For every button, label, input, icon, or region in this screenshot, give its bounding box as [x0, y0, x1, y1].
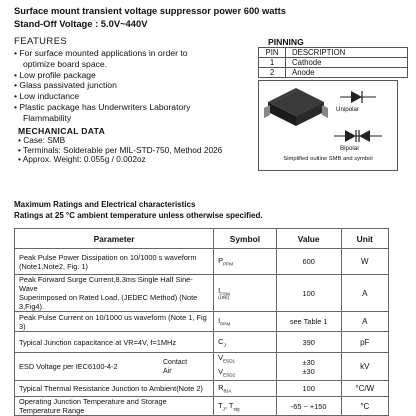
symbol: T	[218, 400, 223, 410]
pin-header: PIN	[259, 48, 286, 58]
mechanical-list	[18, 136, 222, 165]
unipolar-label: Unipolar	[336, 106, 360, 113]
symbol: C	[218, 336, 224, 346]
ratings-subheading: Ratings at 25 °C ambient temperature unless otherwise specified.	[14, 211, 263, 220]
bipolar-diode-icon	[334, 127, 382, 145]
symbol-subscript: J	[222, 406, 225, 412]
symbol-cell	[214, 275, 277, 312]
pin-description: Anode	[286, 68, 408, 78]
feature-item: • For surface mounted applications in order to	[14, 48, 188, 58]
symbol-subscript: PPM	[220, 321, 231, 327]
mechanical-item: • Approx. Weight: 0.055g / 0.002oz	[18, 154, 146, 164]
unit-cell: °C	[341, 397, 388, 416]
unit-cell: A	[341, 275, 388, 312]
mechanical-item: • Case: SMB	[18, 135, 66, 145]
value-cell: 600	[276, 249, 341, 275]
symbol-subscript: J	[223, 342, 226, 348]
value-header: Value	[276, 229, 341, 249]
parameter-cell: Peak Pulse Current on 10/1000 us waveform (Note 1, Fig 3)	[15, 312, 214, 332]
description-header: DESCRIPTION	[286, 48, 408, 58]
symbol-subscript: θJA	[223, 388, 232, 394]
standoff-voltage: Stand-Off Voltage : 5.0V~440V	[14, 18, 148, 29]
air-label: Air	[163, 367, 172, 375]
parameter-cell: Typical Thermal Resistance Junction to Ambient(Note 2)	[15, 381, 214, 397]
table-row	[259, 48, 408, 58]
features-list	[14, 48, 259, 124]
unit-cell: kV	[341, 353, 388, 381]
table-row	[259, 68, 408, 78]
smb-package-image	[262, 82, 332, 148]
unit-header: Unit	[341, 229, 388, 249]
symbol-subscript: FSM	[220, 291, 230, 297]
symbol-subscript: ESD2	[223, 371, 236, 377]
symbol: V	[218, 366, 224, 376]
parameter-line: Peak Forward Surge Current,8.3ms Single Half Sine-Wave	[19, 275, 193, 293]
symbol-cell	[214, 381, 277, 397]
symbol: R	[218, 383, 224, 393]
symbol: V	[218, 353, 224, 363]
value-cell: 100	[276, 275, 341, 312]
table-header-row	[15, 229, 389, 249]
parameter-cell	[15, 275, 214, 312]
feature-item: • Plastic package has Underwriters Laboratory	[14, 101, 191, 112]
parameter-cell: Operating Junction Temperature and Storage Temperature Range	[15, 397, 214, 416]
feature-item: Flammability	[23, 112, 72, 123]
pin-number: 1	[259, 58, 286, 68]
parameter-line: Peak Pulse Power Dissipation on 10/1000 s waveform	[19, 252, 197, 262]
symbol: I	[218, 285, 221, 295]
table-row	[15, 275, 389, 312]
symbol-cell	[214, 353, 277, 381]
parameter-header: Parameter	[15, 229, 214, 249]
feature-item: • Low profile package	[14, 69, 96, 80]
mechanical-item: • Terminals: Solderable per MIL-STD-750, Method 2026	[18, 144, 223, 155]
unipolar-diode-icon	[340, 88, 376, 106]
table-row	[15, 249, 389, 275]
feature-item: • Low inductance	[14, 91, 80, 102]
value-cell: see Table 1	[276, 312, 341, 332]
ratings-heading: Maximum Ratings and Electrical characteristics	[14, 200, 196, 209]
parameter-line: (Note1,Note2, Fig. 1)	[19, 261, 89, 271]
parameter-cell	[15, 353, 214, 381]
parameter-text: ESD Voltage per IEC6100-4-2	[19, 362, 118, 371]
features-heading: FEATURES	[14, 36, 68, 47]
symbol-cell	[214, 312, 277, 332]
value-cell: -65 ~ +150	[276, 397, 341, 416]
table-row	[15, 312, 389, 332]
symbol-subscript: ESD1	[223, 358, 236, 364]
parameter-cell: Typical Junction capacitance at VR=4V, f=1MHz	[15, 332, 214, 353]
table-row	[15, 381, 389, 397]
value-line: ±30	[302, 357, 315, 367]
symbol: I	[218, 316, 221, 326]
contact-label: Contact	[163, 358, 188, 366]
symbol-separator: , T	[224, 400, 234, 410]
symbol: P	[218, 256, 224, 266]
bipolar-label: Bipolar	[340, 145, 360, 152]
symbol-note: (UNI)	[218, 295, 230, 301]
pin-number: 2	[259, 68, 286, 78]
value-cell: 100	[276, 381, 341, 397]
symbol-cell	[214, 249, 277, 275]
ratings-table	[14, 228, 389, 416]
value-line: ±30	[302, 366, 315, 376]
table-row	[15, 332, 389, 353]
symbol-cell	[214, 397, 277, 416]
outline-caption: Simplified outline SMB and symbol	[283, 156, 373, 162]
value-cell	[276, 353, 341, 381]
symbol-header: Symbol	[214, 229, 277, 249]
symbol-cell	[214, 332, 277, 353]
parameter-line: Superimposed on Rated Load, (JEDEC Method) (Note 3,Fig4).	[19, 293, 198, 311]
symbol-subscript: PPM	[223, 261, 234, 267]
table-row	[15, 353, 389, 381]
unit-cell: A	[341, 312, 388, 332]
unit-cell: °C/W	[341, 381, 388, 397]
pinning-table	[258, 47, 408, 78]
feature-item: • Glass passivated junction	[14, 80, 117, 91]
symbol-subscript: stg	[233, 406, 240, 412]
table-row	[15, 397, 389, 416]
table-row	[259, 58, 408, 68]
value-cell: 390	[276, 332, 341, 353]
unit-cell: W	[341, 249, 388, 275]
feature-item: optimize board space.	[23, 58, 108, 69]
document-title: Surface mount transient voltage suppressor power 600 watts	[14, 5, 286, 16]
pinning-heading: PINNING	[268, 37, 304, 47]
parameter-cell	[15, 249, 214, 275]
unit-cell: pF	[341, 332, 388, 353]
pin-description: Cathode	[286, 58, 408, 68]
mechanical-heading: MECHANICAL DATA	[18, 126, 106, 136]
